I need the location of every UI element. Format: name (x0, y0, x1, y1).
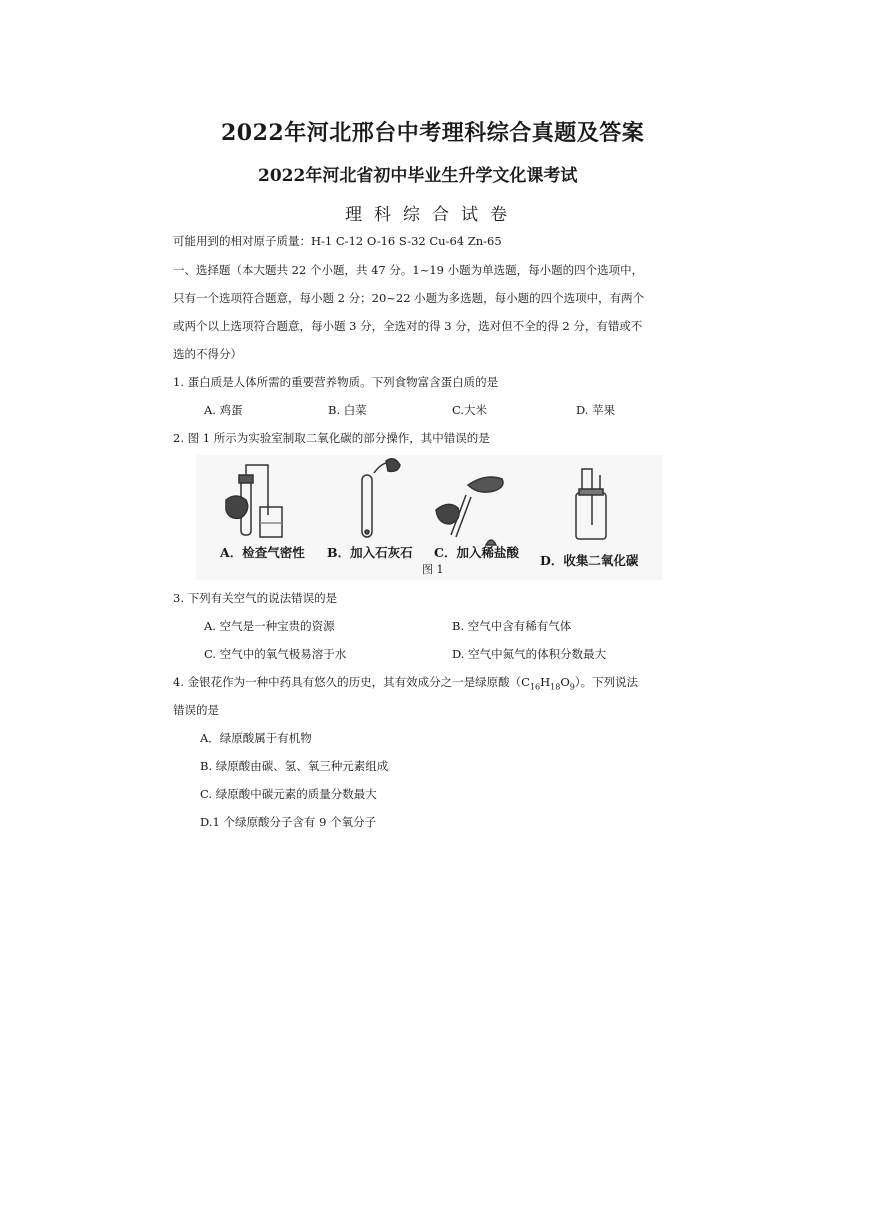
q4-stem-suffix: ）。下列说法 (574, 675, 639, 689)
figure-label-c: C．加入稀盐酸 (434, 545, 519, 560)
figure-1-lab-operations (196, 455, 662, 580)
q4-stem (173, 674, 638, 691)
section-intro-line-2: 只有一个选项符合题意，每小题 2 分；20~22 小题为多选题，每小题的四个选项中，有两个 (173, 291, 645, 305)
q1-option-a: A. 鸡蛋 (204, 403, 243, 417)
section-intro-line-3: 或两个以上选项符合题意，每小题 3 分，全选对的得 3 分，选对但不全的得 2 分，有错或不 (173, 319, 643, 333)
q4-option-c: C. 绿原酸中碳元素的质量分数最大 (200, 787, 377, 801)
main-title: 2022年河北邢台中考理科综合真题及答案 (221, 120, 645, 146)
atomic-masses: 可能用到的相对原子质量：H-1 C-12 O-16 S-32 Cu-64 Zn-65 (173, 234, 502, 248)
q4-option-b: B. 绿原酸由碳、氢、氧三种元素组成 (200, 759, 389, 773)
figure-label-b: B．加入石灰石 (327, 545, 413, 560)
q4-formula-h-count: 18 (550, 682, 561, 692)
exam-title: 2022年河北省初中毕业生升学文化课考试 (258, 166, 578, 186)
q3-option-c: C. 空气中的氧气极易溶于水 (204, 647, 347, 661)
q2-stem: 2. 图 1 所示为实验室制取二氧化碳的部分操作，其中错误的是 (173, 431, 490, 445)
q1-option-d: D. 苹果 (576, 403, 616, 417)
figure-caption: 图 1 (422, 563, 444, 576)
figure-label-a: A．检查气密性 (220, 545, 305, 560)
q3-option-d: D. 空气中氮气的体积分数最大 (452, 647, 607, 661)
q4-stem-prefix: 4. 金银花作为一种中药具有悠久的历史，其有效成分之一是绿原酸（C (173, 675, 530, 689)
q3-option-b: B. 空气中含有稀有气体 (452, 619, 572, 633)
q4-formula-o-count: 9 (569, 682, 575, 692)
q3-option-a: A. 空气是一种宝贵的资源 (204, 619, 335, 633)
q3-stem: 3. 下列有关空气的说法错误的是 (173, 591, 338, 605)
q4-formula-h: H (540, 675, 551, 689)
q1-option-b: B. 白菜 (328, 403, 367, 417)
q4-formula-c-count: 16 (529, 682, 541, 692)
q4-option-a: A．绿原酸属于有机物 (200, 731, 312, 745)
q1-stem: 1. 蛋白质是人体所需的重要营养物质。下列食物富含蛋白质的是 (173, 375, 499, 389)
q4-stem-line-2: 错误的是 (173, 703, 219, 717)
section-intro-line-1: 一、选择题（本大题共 22 个小题，共 47 分。1~19 小题为单选题，每小题的四个选项中， (173, 263, 644, 277)
q1-option-c: C.大米 (452, 403, 488, 417)
paper-name: 理科综合试卷 (345, 205, 519, 225)
section-intro-line-4: 选的不得分） (173, 347, 242, 361)
figure-label-d: D．收集二氧化碳 (540, 553, 639, 568)
q4-formula-o: O (560, 675, 570, 689)
q4-option-d: D.1 个绿原酸分子含有 9 个氧分子 (200, 815, 377, 829)
